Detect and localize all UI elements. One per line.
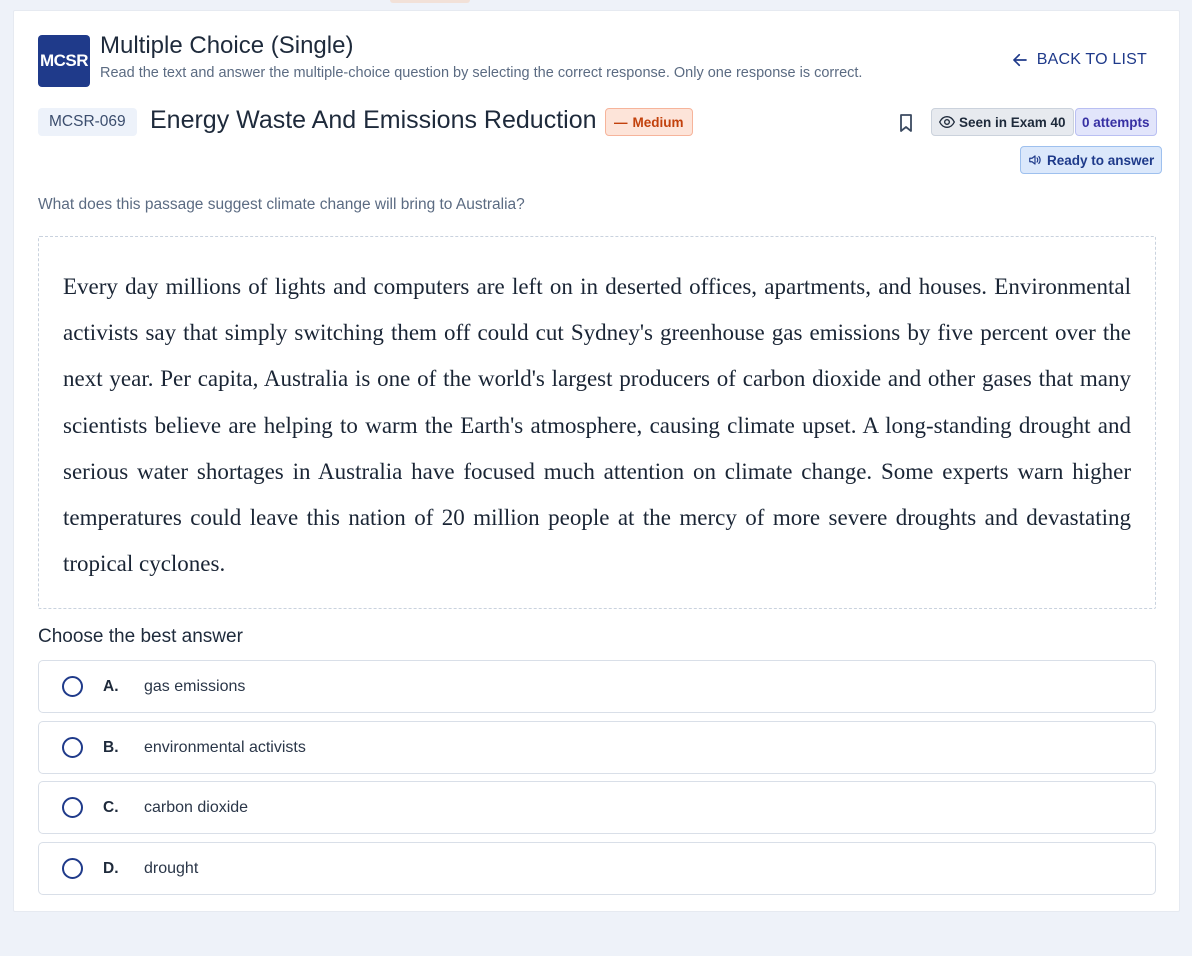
option-letter: C. [103, 798, 119, 816]
top-accent [390, 0, 470, 3]
back-to-list-label: BACK TO LIST [1036, 51, 1147, 68]
arrow-left-icon [1011, 51, 1029, 69]
question-type-logo: MCSR [38, 35, 90, 87]
answer-option-b[interactable] [38, 721, 1156, 774]
back-to-list-button[interactable] [1011, 51, 1147, 69]
option-letter: D. [103, 859, 119, 877]
radio-button[interactable] [62, 858, 83, 879]
option-text: drought [144, 859, 199, 877]
difficulty-badge [605, 108, 693, 136]
option-letter: B. [103, 738, 119, 756]
difficulty-label: Medium [632, 114, 684, 130]
attempts-badge: 0 attempts [1075, 108, 1157, 136]
page-subtitle: Read the text and answer the multiple-choice question by selecting the correct response. Only one response is correct. [100, 65, 863, 81]
option-letter: A. [103, 677, 119, 695]
page-title: Multiple Choice (Single) [100, 32, 354, 59]
answer-option-d[interactable] [38, 842, 1156, 895]
question-title: Energy Waste And Emissions Reduction [150, 106, 597, 134]
question-prompt: What does this passage suggest climate change will bring to Australia? [38, 196, 525, 213]
status-badge [1020, 146, 1162, 174]
difficulty-dash: — [614, 114, 628, 130]
option-text: environmental activists [144, 738, 306, 756]
seen-in-exam-label: Seen in Exam 40 [959, 114, 1066, 130]
reading-passage: Every day millions of lights and computers are left on in deserted offices, apartments, and houses. Environmental activists say that simply switching them off could cut Sydney's greenhouse gas emissions by five percent over the next year. Per capita, Australia is one of the world's largest producers of carbon dioxide and other gases that many scientists believe are helping to warm the Earth's atmosphere, causing climate upset. A long-standing drought and serious water shortages in Australia have focused much attention on climate change. Some experts warn higher temperatures could leave this nation of 20 million people at the mercy of more severe droughts and devastating tropical cyclones. [38, 236, 1156, 609]
bookmark-icon[interactable] [897, 113, 915, 133]
option-text: gas emissions [144, 677, 246, 695]
status-label: Ready to answer [1047, 152, 1155, 168]
option-text: carbon dioxide [144, 798, 249, 816]
speaker-icon [1028, 153, 1042, 167]
question-id-badge: MCSR-069 [38, 108, 137, 136]
answer-section-label: Choose the best answer [38, 626, 243, 647]
seen-in-exam-badge [931, 108, 1074, 136]
question-card [13, 10, 1180, 912]
radio-button[interactable] [62, 797, 83, 818]
radio-button[interactable] [62, 676, 83, 697]
answer-option-c[interactable] [38, 781, 1156, 834]
answer-option-a[interactable] [38, 660, 1156, 713]
eye-icon [939, 114, 955, 130]
radio-button[interactable] [62, 737, 83, 758]
